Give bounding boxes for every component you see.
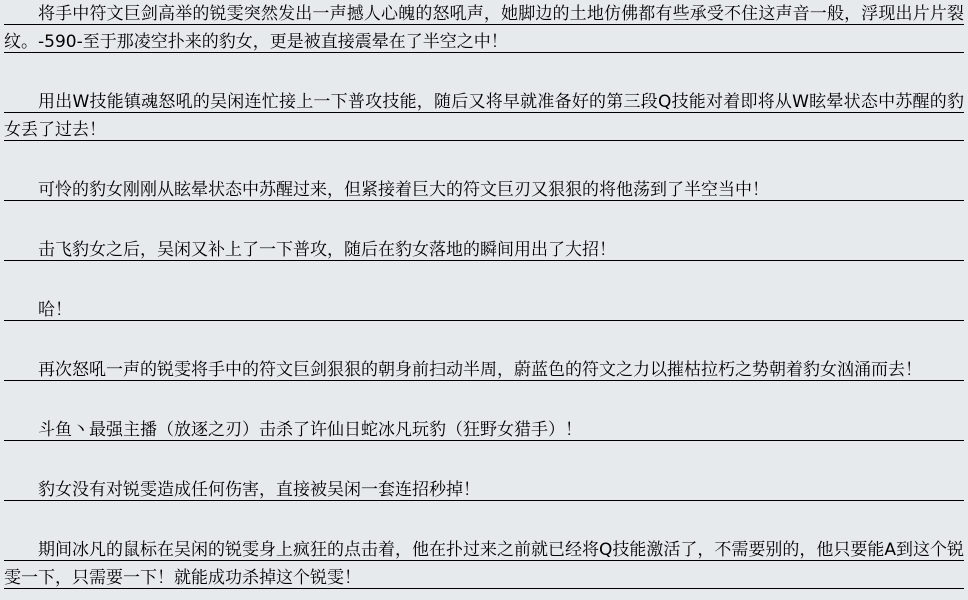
novel-paragraph: 期间冰凡的鼠标在吴闲的锐雯身上疯狂的点击着，他在扑过来之前就已经将Q技能激活了，不需要别的，他只要能A到这个锐雯一下，只需要一下！就能成功杀掉这个锐雯！ <box>4 536 964 592</box>
paragraph-list <box>4 0 964 592</box>
novel-paragraph: 击飞豹女之后，吴闲又补上了一下普攻，随后在豹女落地的瞬间用出了大招！ <box>4 236 964 264</box>
novel-paragraph: 可怜的豹女刚刚从眩晕状态中苏醒过来，但紧接着巨大的符文巨刃又狠狠的将他荡到了半空当中！ <box>4 176 964 204</box>
novel-paragraph: 用出W技能镇魂怒吼的吴闲连忙接上一下普攻技能，随后又将早就准备好的第三段Q技能对着即将从W眩晕状态中苏醒的豹女丢了过去！ <box>4 88 964 144</box>
novel-paragraph: 豹女没有对锐雯造成任何伤害，直接被吴闲一套连招秒掉！ <box>4 476 964 504</box>
novel-paragraph: 将手中符文巨剑高举的锐雯突然发出一声撼人心魄的怒吼声，她脚边的土地仿佛都有些承受不住这声音一般，浮现出片片裂纹。-590-至于那凌空扑来的豹女，更是被直接震晕在了半空之中！ <box>4 0 964 56</box>
novel-paragraph: 再次怒吼一声的锐雯将手中的符文巨剑狠狠的朝身前扫动半周，蔚蓝色的符文之力以摧枯拉朽之势朝着豹女汹涌而去！ <box>4 356 964 384</box>
novel-paragraph: 哈！ <box>4 296 964 324</box>
novel-paragraph: 斗鱼丶最强主播（放逐之刃）击杀了许仙日蛇冰凡玩豹（狂野女猎手）！ <box>4 416 964 444</box>
